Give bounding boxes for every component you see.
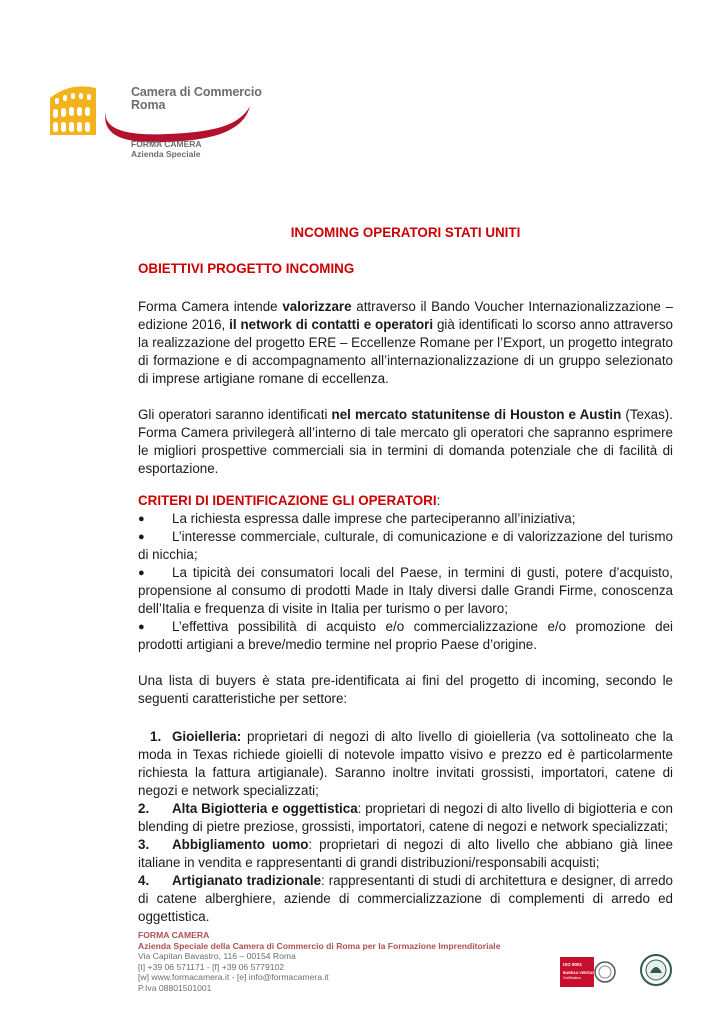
cert-line2: BUREAU VERITAS [563, 971, 595, 975]
list-item [138, 564, 673, 618]
p1-bold-1: valorizzare [282, 299, 352, 314]
sector-number: 2. [138, 801, 150, 816]
org-name-line1: Camera di Commercio [131, 85, 262, 99]
criteria-list [138, 510, 673, 654]
bullet-icon: ● [138, 567, 145, 579]
sector-name: Artigianato tradizionale [172, 873, 322, 888]
p2-text-2: (Texas). Forma Camera privilegerà all’interno di tale mercato gli operatori che sapranno esprimere le migliori prospettive commerciali sia in termini di domanda potenziale che di facilità di esportazione. [138, 407, 673, 476]
list-item [138, 510, 673, 528]
bullet-icon: ● [138, 531, 145, 543]
p1-text-2: attraverso il Bando Voucher Internazionalizzazione – edizione 2016, [138, 299, 673, 332]
criteria-text: L’interesse commerciale, culturale, di comunicazione e di valorizzazione del turismo di nicchia; [138, 529, 673, 562]
p1-text-1: Forma Camera intende [138, 299, 283, 314]
section-heading-criteri [138, 492, 673, 510]
p1-bold-2: il network di contatti e operatori [229, 317, 434, 332]
document-body [138, 224, 673, 926]
footer-vat: P.Iva 08801501001 [138, 982, 212, 993]
bullet-icon: ● [138, 621, 145, 633]
cert-line1: ISO 9001 [563, 962, 583, 967]
footer-web: [w] www.formacamera.it - [e] info@formacamera.it [138, 972, 329, 982]
list-item [138, 618, 673, 654]
list-item [138, 528, 673, 564]
footer-phone: [t] +39 06 571171 - [f] +39 06 5779102 [138, 961, 285, 972]
unit-name-line2: Azienda Speciale [131, 149, 201, 159]
list-item [138, 872, 673, 926]
sector-name: Abbigliamento uomo [172, 837, 309, 852]
sector-desc: : proprietari di negozi di alto livello di bigiotteria e con blending di pietre preziose, grossisti, importatori, catene di negozi e network specializzati; [138, 801, 673, 834]
list-item [138, 836, 673, 872]
bullet-icon: ● [138, 513, 145, 525]
list-item [138, 800, 673, 836]
sector-desc: : proprietari di negozi di alto livello che abbiano già linee italiane in vendita e rappresentanti di grandi distribuzioni/responsabili acquisti; [138, 837, 673, 870]
paragraph-intro [138, 298, 673, 388]
paragraph-buyers: Una lista di buyers è stata pre-identificata ai fini del progetto di incoming, secondo le seguenti caratteristiche per settore: [138, 673, 673, 706]
p1-text-3: già identificati lo scorso anno attraverso la realizzazione del progetto ERE – Eccellenze Romane per l’Export, un progetto integrato di formazione e di accompagnamento all’internazionalizzazione di un gruppo selezionato di imprese artigiane romane di eccellenza. [138, 317, 673, 386]
org-name-line2: Roma [131, 98, 166, 112]
list-item [138, 728, 673, 800]
criteria-text: La richiesta espressa dalle imprese che parteciperanno all’iniziativa; [172, 511, 576, 526]
sector-number: 1. [150, 729, 162, 744]
p2-text-1: Gli operatori saranno identificati [138, 407, 332, 422]
cert-line3: Certification [563, 976, 581, 980]
sector-number: 4. [138, 873, 150, 888]
unit-name-line1: FORMA CAMERA [131, 139, 202, 149]
accredia-seal-icon [640, 953, 672, 987]
paragraph-market [138, 406, 673, 478]
unit-name [131, 139, 202, 159]
p2-bold-1: nel mercato statunitense di Houston e Austin [331, 407, 622, 422]
sector-desc: proprietari di negozi di alto livello di gioielleria (va sottolineato che la moda in Texas richiede gioielli di notevole impatto visivo e prezzo ed è particolarmente richiesta la fattura artigianale). Saranno inoltre invitati grossisti, importatori, catene di negozi e network specializzati; [138, 729, 673, 798]
footer-description: Azienda Speciale della Camera di Commercio di Roma per la Formazione Imprenditoriale [138, 940, 501, 951]
page-footer [138, 930, 500, 993]
sector-name: Alta Bigiotteria e oggettistica [172, 801, 358, 816]
sector-number: 3. [138, 837, 150, 852]
criteria-text: L’effettiva possibilità di acquisto e/o commercializzazione e/o promozione dei prodotti artigiani a breve/medio termine nel proprio Paese d’origine. [138, 619, 673, 652]
criteri-heading-colon: : [436, 493, 441, 508]
iso-certification-badge-icon [560, 957, 616, 987]
footer-address: Via Capitan Bavastro, 116 – 00154 Roma [138, 951, 296, 961]
criteria-text: La tipicità dei consumatori locali del Paese, in termini di gusti, potere d’acquisto, propensione al consumo di prodotti Made in Italy diversi dalle Grandi Firme, conoscenza dell’Italia e frequenza di visite in Italia per turismo o per lavoro; [138, 565, 673, 616]
sector-name: Gioielleria: [172, 729, 242, 744]
section-heading-obiettivi: OBIETTIVI PROGETTO INCOMING [138, 261, 355, 276]
criteri-heading-text: CRITERI DI IDENTIFICAZIONE GLI OPERATORI [138, 493, 437, 508]
sector-desc: : rappresentanti di studi di architettura e designer, di arredo di catene alberghiere, aziende di commercializzazione di complementi di arredo ed oggettistica. [138, 873, 673, 924]
footer-name: FORMA CAMERA [138, 930, 210, 940]
org-name [131, 86, 262, 112]
document-title: INCOMING OPERATORI STATI UNITI [290, 225, 521, 240]
sectors-list [138, 728, 673, 926]
